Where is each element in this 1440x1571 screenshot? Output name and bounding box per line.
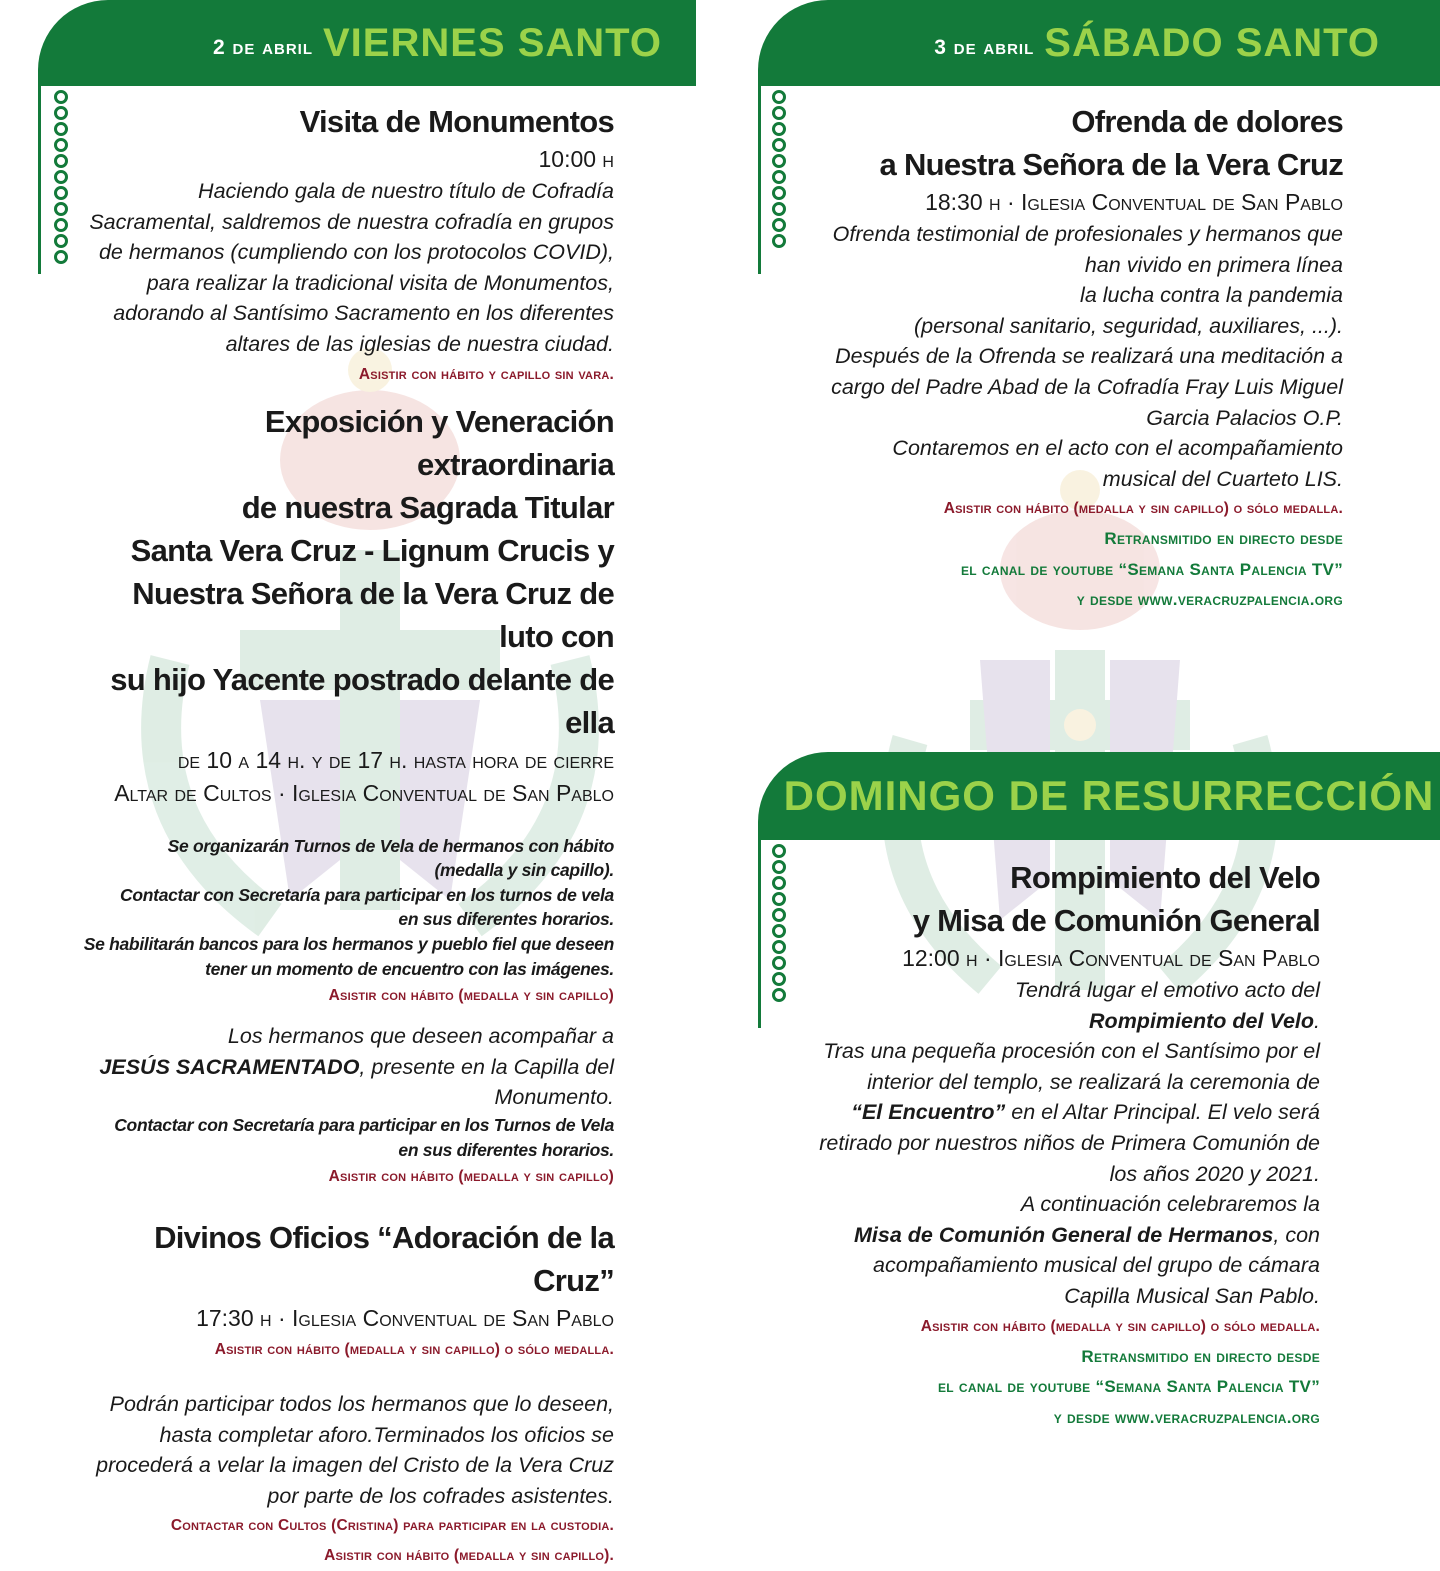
friday-header-band — [38, 0, 696, 86]
note-line: (medalla y sin capillo). — [434, 860, 614, 881]
title-line: Ofrenda de dolores — [1071, 104, 1343, 139]
event-title — [800, 100, 1343, 186]
title-line: de nuestra Sagrada Titular — [241, 489, 614, 525]
dress-code: Asistir con hábito (medalla y sin capillo) — [328, 1168, 614, 1186]
event-time: 12:00 h · Iglesia Conventual de San Pablo — [902, 945, 1320, 971]
event-title — [80, 400, 614, 744]
event-exposicion-veneracion — [80, 400, 614, 1193]
event-time: 18:30 h · Iglesia Conventual de San Pablo — [925, 189, 1343, 215]
event-divinos-oficios — [80, 1216, 614, 1571]
title-line: Santa Vera Cruz - Lignum Crucis y — [130, 532, 614, 568]
desc-line: A continuación celebraremos la — [1020, 1192, 1320, 1217]
rompimiento-velo-text: Rompimiento del Velo — [1089, 1008, 1315, 1033]
event-description — [800, 219, 1343, 494]
desc-line-rest: en el Altar Principal. El velo será — [1005, 1100, 1320, 1125]
desc-line: musical del Cuarteto LIS. — [1102, 466, 1343, 491]
dress-code: Asistir con hábito (medalla y sin capillo) o sólo medalla. — [214, 1341, 614, 1359]
sunday-title: DOMINGO DE RESURRECCIÓN — [783, 772, 1435, 819]
dress-code: Asistir con hábito (medalla y sin capillo). — [324, 1547, 614, 1565]
desc-line: la lucha contra la pandemia — [1080, 283, 1343, 308]
event-time: 10:00 h — [538, 146, 614, 172]
stream-line-website: y desde www.veracruzpalencia.org — [1076, 590, 1343, 610]
title-line: Nuestra Señora de la Vera Cruz de luto con — [132, 575, 614, 654]
desc-line: para realizar la tradicional visita de Monumentos, — [146, 270, 614, 295]
desc-line: han vivido en primera línea — [1084, 252, 1343, 277]
event-title — [790, 856, 1320, 942]
title-line: su hijo Yacente postrado delante de ella — [110, 661, 614, 740]
dress-code: Asistir con hábito (medalla y sin capillo) o sólo medalla. — [920, 1317, 1320, 1335]
desc-line — [790, 1097, 1320, 1128]
note-line: en sus diferentes horarios. — [398, 909, 614, 930]
desc-line: de hermanos (cumpliendo con los protocolos COVID), — [98, 240, 614, 265]
event-notes — [80, 834, 614, 982]
desc-line — [790, 1006, 1320, 1037]
misa-comunion-text: Misa de Comunión General de Hermanos — [854, 1222, 1274, 1247]
dress-code: Asistir con hábito y capillo sin vara. — [358, 365, 614, 383]
desc-line — [80, 1052, 614, 1083]
desc-line-rest: , presente en la Capilla del — [359, 1054, 614, 1079]
event-title: Visita de Monumentos — [299, 104, 614, 139]
desc-line: (personal sanitario, seguridad, auxiliares, ...). — [913, 313, 1343, 338]
desc-line: hasta completar aforo.Terminados los oficios se — [159, 1422, 614, 1447]
event-visita-monumentos — [80, 100, 614, 390]
saturday-border-line — [758, 86, 761, 274]
desc-line-rest: , con — [1273, 1222, 1320, 1247]
contact-note: Contactar con Cultos (Cristina) para participar en la custodia. — [170, 1517, 614, 1535]
stream-line-youtube: el canal de youtube “Semana Santa Palencia TV” — [960, 559, 1343, 579]
event-description — [80, 176, 614, 360]
sunday-column — [790, 856, 1320, 1433]
desc-line: Podrán participar todos los hermanos que lo deseen, — [109, 1392, 614, 1417]
desc-line: Tendrá lugar el emotivo acto del — [1014, 978, 1320, 1002]
desc-line: Después de la Ofrenda se realizará una meditación a — [835, 344, 1343, 369]
sunday-header-band — [758, 752, 1440, 840]
note-line: Se habilitarán bancos para los hermanos y pueblo fiel que deseen — [83, 933, 614, 954]
desc-line: Monumento. — [494, 1085, 614, 1110]
desc-line: Sacramental, saldremos de nuestra cofradía en grupos — [89, 209, 614, 234]
desc-line: Ofrenda testimonial de profesionales y hermanos que — [832, 222, 1343, 246]
stream-info — [800, 524, 1343, 616]
event-title: Divinos Oficios “Adoración de la Cruz” — [154, 1220, 614, 1299]
desc-line: procederá a velar la imagen del Cristo de la Vera Cruz — [96, 1453, 614, 1478]
friday-title: VIERNES SANTO — [323, 20, 662, 65]
friday-date: 2 de abril — [212, 36, 313, 59]
title-line: Exposición y Veneración extraordinaria — [264, 403, 614, 482]
event-time: de 10 a 14 h. y de 17 h. hasta hora de cierre — [177, 746, 614, 773]
sunday-chain-ornament — [770, 844, 788, 1004]
desc-line: Garcia Palacios O.P. — [1146, 405, 1343, 430]
stream-line: Retransmitido en directo desde — [1081, 1346, 1320, 1366]
desc-line: altares de las iglesias de nuestra ciudad. — [225, 331, 614, 356]
title-line: a Nuestra Señora de la Vera Cruz — [879, 147, 1343, 182]
desc-line: acompañamiento musical del grupo de cámara — [873, 1253, 1320, 1278]
stream-line: Retransmitido en directo desde — [1104, 529, 1343, 549]
desc-line: Capilla Musical San Pablo. — [1064, 1283, 1320, 1308]
stream-line-youtube: el canal de youtube “Semana Santa Palencia TV” — [937, 1377, 1320, 1397]
desc-line: retirado por nuestros niños de Primera Comunión de — [819, 1130, 1320, 1155]
event-place: Altar de Cultos · Iglesia Conventual de San Pablo — [114, 779, 614, 806]
event-rompimiento-velo — [790, 856, 1320, 1433]
stream-info — [790, 1342, 1320, 1434]
note-line: Contactar con Secretaría para participar en los Turnos de Vela — [114, 1114, 614, 1135]
el-encuentro-text: “El Encuentro” — [851, 1100, 1006, 1125]
event-description — [790, 975, 1320, 1312]
desc-line: cargo del Padre Abad de la Cofradía Fray Luis Miguel — [831, 374, 1343, 399]
desc-line: por parte de los cofrades asistentes. — [267, 1483, 614, 1508]
note-line: tener un momento de encuentro con las imágenes. — [205, 958, 614, 979]
saturday-title: SÁBADO SANTO — [1044, 20, 1380, 65]
desc-line: interior del templo, se realizará la ceremonia de — [867, 1069, 1320, 1094]
jesus-sacramentado-text: JESÚS SACRAMENTADO — [99, 1054, 360, 1079]
desc-line: adorando al Santísimo Sacramento en los diferentes — [113, 301, 614, 326]
event-description-2 — [80, 1021, 614, 1113]
saturday-chain-ornament — [770, 90, 788, 250]
dress-code: Asistir con hábito (medalla y sin capillo) — [328, 987, 614, 1005]
stream-line-website: y desde www.veracruzpalencia.org — [1053, 1407, 1320, 1427]
note-line: Contactar con Secretaría para participar en los turnos de vela — [120, 884, 614, 905]
friday-chain-ornament — [52, 90, 70, 266]
event-ofrenda-dolores — [800, 100, 1343, 616]
desc-line-rest: . — [1314, 1008, 1320, 1033]
desc-line — [790, 1220, 1320, 1251]
friday-column — [80, 100, 614, 1571]
note-line: en sus diferentes horarios. — [398, 1139, 614, 1160]
dress-code: Asistir con hábito (medalla y sin capillo) o sólo medalla. — [943, 500, 1343, 518]
desc-line: Tras una pequeña procesión con el Santísimo por el — [823, 1039, 1320, 1064]
saturday-date: 3 de abril — [934, 36, 1035, 59]
sunday-border-line — [758, 840, 761, 1028]
note-line: Se organizarán Turnos de Vela de hermanos con hábito — [167, 835, 614, 856]
event-notes-2 — [80, 1113, 614, 1162]
event-time: 17:30 h · Iglesia Conventual de San Pablo — [196, 1305, 614, 1332]
event-description — [80, 1389, 614, 1511]
title-line: y Misa de Comunión General — [912, 903, 1320, 938]
desc-line: Los hermanos que deseen acompañar a — [227, 1024, 614, 1049]
desc-line: Contaremos en el acto con el acompañamiento — [892, 436, 1343, 461]
desc-line: los años 2020 y 2021. — [1109, 1161, 1320, 1186]
friday-border-line — [38, 86, 41, 274]
saturday-header-band — [758, 0, 1440, 86]
saturday-column — [800, 100, 1343, 616]
desc-line: Haciendo gala de nuestro título de Cofradía — [198, 179, 614, 203]
title-line: Rompimiento del Velo — [1010, 860, 1320, 895]
